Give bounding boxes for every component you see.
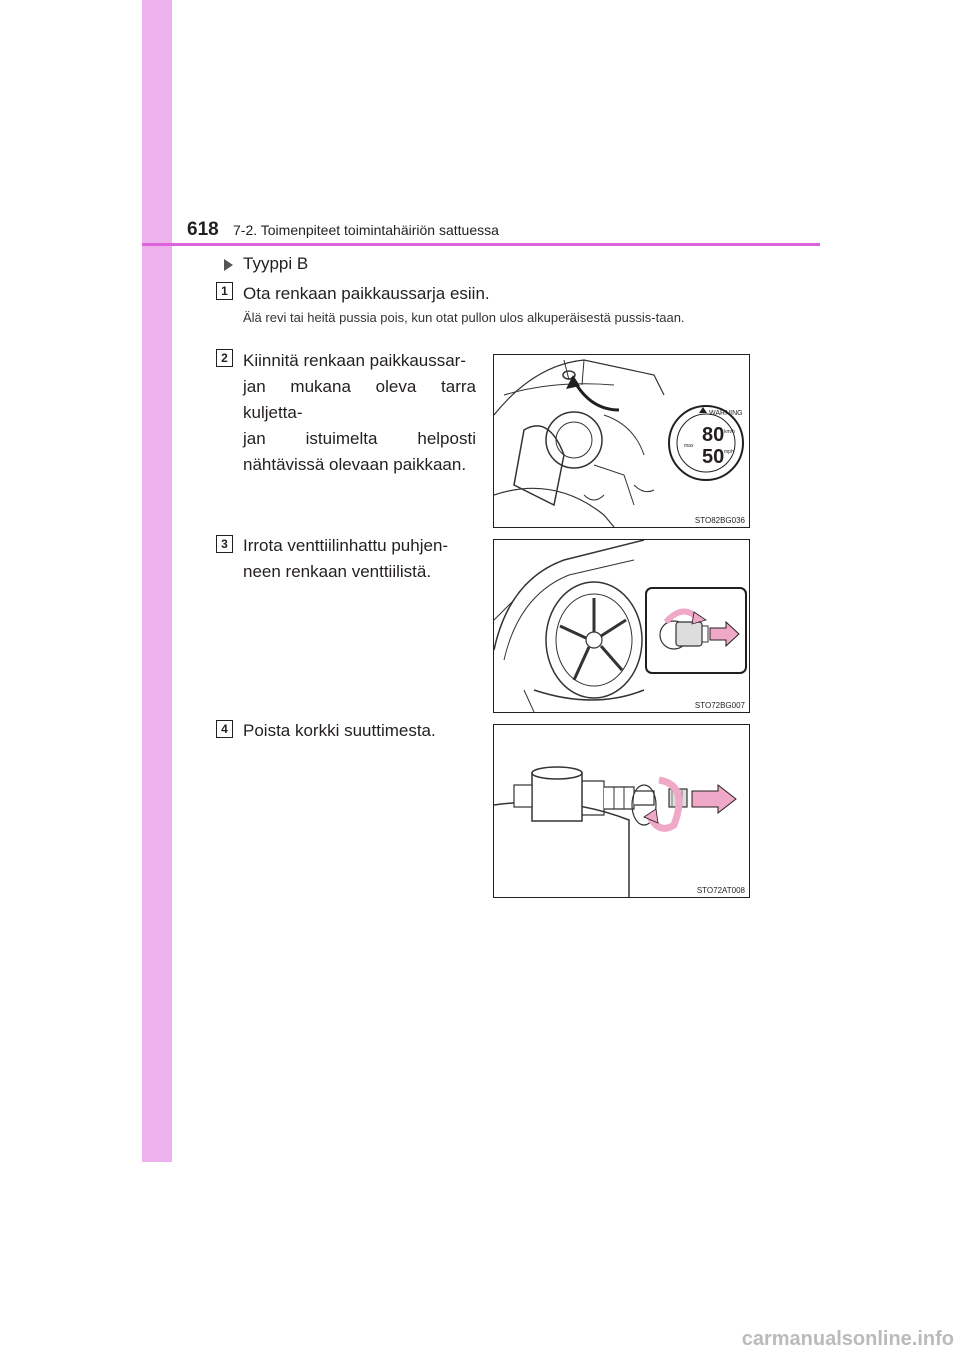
step-2-text: Kiinnitä renkaan paikkaussar- jan mukana oleva tarra kuljetta- jan istuimelta helposti nähtävissä olevaan paikkaan.	[243, 351, 476, 474]
step-4-text: Poista korkki suuttimesta.	[243, 721, 436, 740]
figure-code: STO82BG036	[694, 516, 745, 525]
figure-code: STO72BG007	[694, 701, 745, 710]
header-rule	[142, 243, 820, 246]
figure-code: STO72AT008	[696, 886, 745, 895]
label-warning-text: WARNING	[709, 410, 743, 417]
step-number-4: 4	[216, 720, 233, 738]
figure-valve-cap	[493, 539, 750, 713]
type-label: Tyyppi B	[243, 254, 309, 273]
svg-text:km/h: km/h	[724, 429, 735, 435]
figure-nozzle-cap	[493, 724, 750, 898]
step-number-1: 1	[216, 282, 233, 300]
section-title: 7-2. Toimenpiteet toimintahäiriön sattuessa	[233, 222, 499, 238]
watermark: carmanualsonline.info	[741, 1328, 954, 1350]
svg-text:mph: mph	[724, 449, 734, 455]
step-number-3: 3	[216, 535, 233, 553]
side-tab	[142, 0, 172, 1162]
figure-sticker	[493, 354, 750, 528]
page-number: 618	[187, 219, 219, 240]
label-speed-kmh: 80	[702, 424, 725, 446]
svg-text:max: max	[684, 443, 694, 449]
step-1-note: Älä revi tai heitä pussia pois, kun otat pullon ulos alkuperäisestä pussis-taan.	[243, 310, 685, 325]
step-number-2: 2	[216, 349, 233, 367]
step-1-text: Ota renkaan paikkaussarja esiin.	[243, 284, 490, 303]
label-speed-mph: 50	[702, 446, 725, 468]
triangle-bullet-icon	[224, 259, 233, 271]
step-3-text: Irrota venttiilinhattu puhjen- neen renkaan venttiilistä.	[243, 536, 449, 581]
